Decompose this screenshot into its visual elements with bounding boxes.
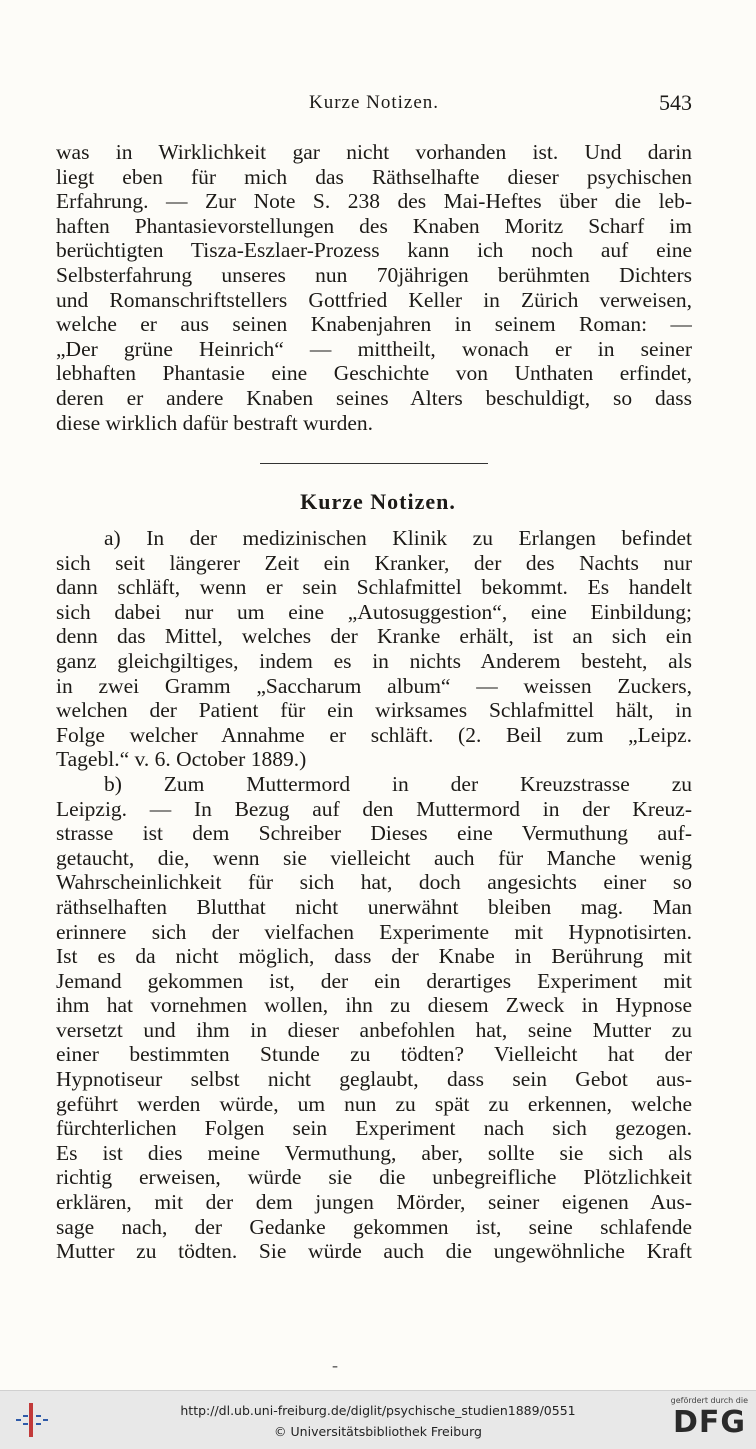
text-line: lebhaften Phantasie eine Geschichte von Unthaten erfindet,	[56, 361, 692, 386]
text-line: Hypnotiseur selbst nicht geglaubt, dass sein Gebot aus-	[56, 1067, 692, 1092]
text-line: „Der grüne Heinrich“ — mittheilt, wonach er in seiner	[56, 336, 692, 361]
text-line: sage nach, der Gedanke gekommen ist, seine schlafende	[56, 1214, 692, 1239]
text-line: einer bestimmten Stunde zu tödten? Vielleicht hat der	[56, 1042, 692, 1067]
running-head: Kurze Notizen.	[308, 92, 440, 113]
text-line: erinnere sich der vielfachen Experimente mit Hypnotisirten.	[56, 919, 692, 944]
text-line: deren er andere Knaben seines Alters beschuldigt, so dass	[56, 385, 692, 410]
text-line: sich seit längerer Zeit ein Kranker, der des Nachts nur	[56, 550, 692, 575]
text-line: Ist es da nicht möglich, dass der Knabe in Berührung mit	[56, 944, 692, 969]
note-a-first-line: a) In der medizinischen Klinik zu Erlangen befindet	[104, 526, 692, 550]
text-line: dann schläft, wenn er sein Schlafmittel bekommt. Es handelt	[56, 575, 692, 600]
section-divider	[260, 463, 488, 464]
text-line: Wahrscheinlichkeit für sich hat, doch angesichts einer so	[56, 870, 692, 895]
page-number: 543	[659, 90, 692, 115]
text-line: fürchterlichen Folgen sein Experiment nach sich gezogen.	[56, 1116, 692, 1141]
permalink-url[interactable]: http://dl.ub.uni-freiburg.de/diglit/psychische_studien1889/0551	[180, 1403, 576, 1418]
notes-body	[56, 526, 692, 1264]
text-line: liegt eben für mich das Räthselhafte dieser psychischen	[56, 164, 692, 189]
text-line: ihm hat vornehmen wollen, ihn zu diesem Zweck in Hypnose	[56, 993, 692, 1018]
text-line: Es ist dies meine Vermuthung, aber, sollte sie sich als	[56, 1140, 692, 1165]
text-line: richtig erweisen, würde sie die unbegreifliche Plötzlichkeit	[56, 1165, 692, 1190]
text-line: sich dabei nur um eine „Autosuggestion“, eine Einbildung;	[56, 599, 692, 624]
note-b-first-line: b) Zum Muttermord in der Kreuzstrasse zu	[104, 771, 692, 796]
text-line: ganz gleichgiltiges, indem es in nichts Anderem besteht, als	[56, 648, 692, 673]
text-line: Selbsterfahrung unseres nun 70jährigen berühmten Dichters	[56, 262, 692, 287]
viewer-footer	[0, 1390, 756, 1449]
text-line: welchen der Patient für ein wirksames Schlafmittel hält, in	[56, 698, 692, 723]
text-line: denn das Mittel, welches der Kranke erhält, ist an sich ein	[56, 624, 692, 649]
text-line: diese wirklich dafür bestraft wurden.	[56, 410, 374, 435]
text-line: strasse ist dem Schreiber Dieses eine Vermuthung auf-	[56, 821, 692, 846]
text-line: getaucht, die, wenn sie vielleicht auch für Manche wenig	[56, 845, 692, 870]
text-line: versetzt und ihm in dieser anbefohlen hat, seine Mutter zu	[56, 1017, 692, 1042]
copyright-notice: © Universitätsbibliothek Freiburg	[274, 1424, 482, 1439]
text-line: Leipzig. — In Bezug auf den Muttermord in der Kreuz-	[56, 796, 692, 821]
text-line: haften Phantasievorstellungen des Knaben Moritz Scharf im	[56, 213, 692, 238]
funding-note: gefördert durch die	[670, 1396, 748, 1405]
text-line: was in Wirklichkeit gar nicht vorhanden ist. Und darin	[56, 140, 692, 164]
text-line: Tagebl.“ v. 6. October 1889.)	[56, 747, 307, 772]
text-line: räthselhaften Blutthat nicht unerwähnt bleiben mag. Man	[56, 894, 692, 919]
dfg-logo: DFG	[672, 1405, 746, 1440]
page-header	[56, 90, 692, 118]
text-line: Folge welcher Annahme er schläft. (2. Beil zum „Leipz.	[56, 722, 692, 747]
section-title: Kurze Notizen.	[300, 489, 456, 514]
text-line: Jemand gekommen ist, der ein derartiges Experiment mit	[56, 968, 692, 993]
text-line: erklären, mit der dem jungen Mörder, seiner eigenen Aus-	[56, 1190, 692, 1215]
text-line: berüchtigten Tisza-Eszlaer-Prozess kann ich noch auf eine	[56, 238, 692, 263]
text-line: und Romanschriftstellers Gottfried Keller in Zürich verweisen,	[56, 287, 692, 312]
text-line: in zwei Gramm „Saccharum album“ — weissen Zuckers,	[56, 673, 692, 698]
foot-mark: -	[332, 1355, 338, 1375]
continuation-paragraph	[56, 140, 692, 435]
text-line: welche er aus seinen Knabenjahren in seinem Roman: —	[56, 312, 692, 337]
text-line: Erfahrung. — Zur Note S. 238 des Mai-Heftes über die leb-	[56, 189, 692, 214]
text-line: geführt werden würde, um nun zu spät zu erkennen, welche	[56, 1091, 692, 1116]
text-line: Mutter zu tödten. Sie würde auch die ungewöhnliche Kraft	[56, 1239, 692, 1264]
